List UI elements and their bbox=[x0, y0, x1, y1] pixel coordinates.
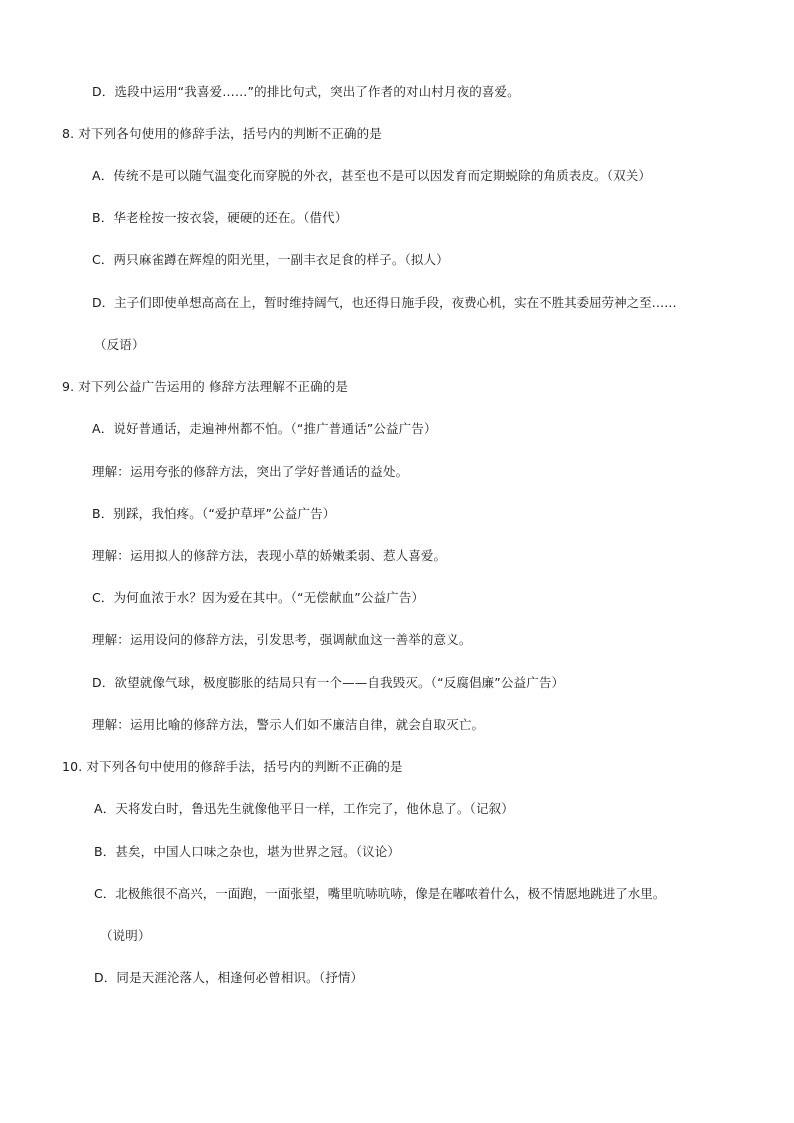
q10-option-c-line2: （说明） bbox=[100, 928, 151, 943]
q10-stem: 10. 对下列各句中使用的修辞手法，括号内的判断不正确的是 bbox=[62, 759, 403, 774]
q8-option-a: A．传统不是可以随气温变化而穿脱的外衣，甚至也不是可以因发育而定期蜕除的角质表皮。（双关） bbox=[92, 168, 652, 183]
q9-option-d: D．欲望就像气球，极度膨胀的结局只有一个——自我毁灭。（“反腐倡廉”公益广告） bbox=[92, 675, 565, 690]
q10-option-c-line1: C．北极熊很不高兴，一面跑，一面张望，嘴里吭哧吭哧，像是在嘟哝着什么，极不情愿地跳进了水里。 bbox=[94, 886, 666, 901]
q9-option-c-note: 理解：运用设问的修辞方法，引发思考，强调献血这一善举的意义。 bbox=[92, 632, 472, 647]
q9-option-b: B．别踩，我怕疼。（“爱护草坪”公益广告） bbox=[92, 506, 336, 521]
q10-option-b: B．甚矣，中国人口味之杂也，堪为世界之冠。（议论） bbox=[94, 844, 401, 859]
q9-option-d-note: 理解：运用比喻的修辞方法，警示人们如不廉洁自律，就会自取灭亡。 bbox=[92, 717, 485, 732]
q9-stem: 9. 对下列公益广告运用的 修辞方法理解不正确的是 bbox=[62, 379, 349, 394]
q9-option-c: C．为何血浓于水？因为爱在其中。（“无偿献血”公益广告） bbox=[92, 590, 425, 605]
q9-option-b-note: 理解：运用拟人的修辞方法，表现小草的娇嫩柔弱、惹人喜爱。 bbox=[92, 548, 447, 563]
q8-option-d-line2: （反语） bbox=[94, 337, 145, 352]
q10-option-a: A．天将发白时，鲁迅先生就像他平日一样，工作完了，他休息了。（记叙） bbox=[94, 801, 514, 816]
q8-option-d-line1: D．主子们即使单想高高在上，暂时维持阔气，也还得日施手段，夜费心机，实在不胜其委屈劳神之至…… bbox=[92, 295, 677, 310]
q8-option-c: C．两只麻雀蹲在辉煌的阳光里，一副丰衣足食的样子。（拟人） bbox=[92, 252, 449, 267]
q8-stem: 8. 对下列各句使用的修辞手法，括号内的判断不正确的是 bbox=[62, 126, 382, 141]
q7-option-d: D．选段中运用“我喜爱……”的排比句式，突出了作者的对山村月夜的喜爱。 bbox=[92, 84, 520, 99]
q9-option-a-note: 理解：运用夸张的修辞方法，突出了学好普通话的益处。 bbox=[92, 464, 409, 479]
q10-option-d: D．同是天涯沦落人，相逢何必曾相识。（抒情） bbox=[94, 970, 364, 985]
q9-option-a: A．说好普通话，走遍神州都不怕。（“推广普通话”公益广告） bbox=[92, 421, 437, 436]
q8-option-b: B．华老栓按一按衣袋，硬硬的还在。（借代） bbox=[92, 210, 348, 225]
